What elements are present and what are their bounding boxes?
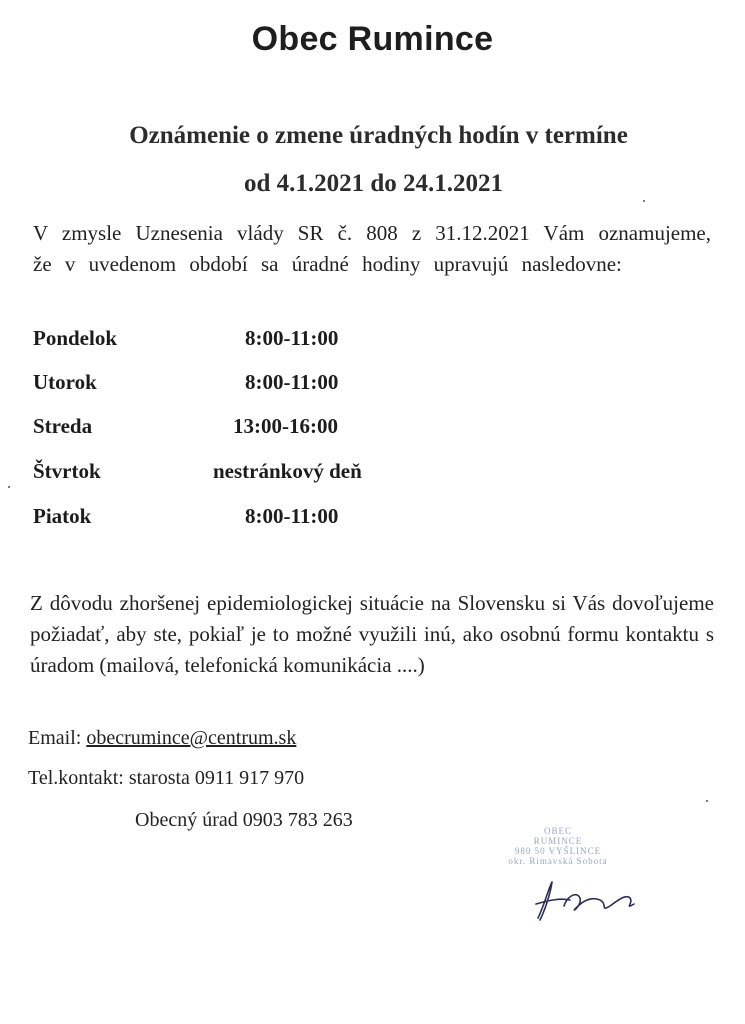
stamp-line: okr. Rimavská Sobota bbox=[508, 856, 608, 866]
notice-date-range: od 4.1.2021 do 24.1.2021 bbox=[243, 170, 504, 197]
scan-speck bbox=[643, 200, 645, 202]
schedule-hours: 8:00-11:00 bbox=[245, 504, 339, 528]
email-label: Email: bbox=[28, 727, 82, 749]
office-phone: Obecný úrad 0903 783 263 bbox=[135, 809, 353, 831]
schedule-day: Štvrtok bbox=[33, 459, 101, 483]
schedule-day: Piatok bbox=[33, 504, 92, 528]
intro-paragraph: V zmysle Uznesenia vlády SR č. 808 z 31.12.2021 Vám oznamujeme, že v uvedenom období sa úradné hodiny upravujú nasledovne: bbox=[33, 221, 711, 276]
schedule-day: Streda bbox=[33, 414, 93, 438]
scan-speck bbox=[8, 486, 10, 488]
official-stamp bbox=[488, 826, 628, 866]
stamp-line: 980 50 VYŠLINCE bbox=[514, 846, 602, 856]
schedule-hours: 13:00-16:00 bbox=[233, 414, 338, 438]
stamp-line: RUMINCE bbox=[533, 836, 583, 846]
request-paragraph: Z dôvodu zhoršenej epidemiologickej situácie na Slovensku si Vás dovoľujeme požiadať, aby ste, pokiaľ je to možné využili inú, ako osobnú formu kontaktu s úradom (mailová, telefonická komunikácia ....) bbox=[30, 591, 714, 677]
phone-line bbox=[28, 767, 304, 790]
notice-heading: Oznámenie o zmene úradných hodín v termíne bbox=[129, 122, 628, 149]
schedule-day: Pondelok bbox=[33, 326, 118, 350]
schedule-hours: 8:00-11:00 bbox=[245, 326, 339, 350]
signature-image bbox=[530, 876, 650, 926]
mayor-phone: starosta 0911 917 970 bbox=[128, 767, 305, 789]
stamp-line: OBEC bbox=[543, 826, 572, 836]
page-title: Obec Rumince bbox=[251, 20, 494, 58]
schedule-day: Utorok bbox=[33, 370, 97, 394]
email-link[interactable]: obecrumince@centrum.sk bbox=[86, 727, 297, 749]
schedule-hours: nestránkový deň bbox=[213, 459, 362, 483]
email-line bbox=[28, 727, 296, 750]
phone-label: Tel.kontakt: bbox=[28, 767, 124, 789]
schedule-hours: 8:00-11:00 bbox=[245, 370, 339, 394]
scan-speck bbox=[706, 800, 708, 802]
